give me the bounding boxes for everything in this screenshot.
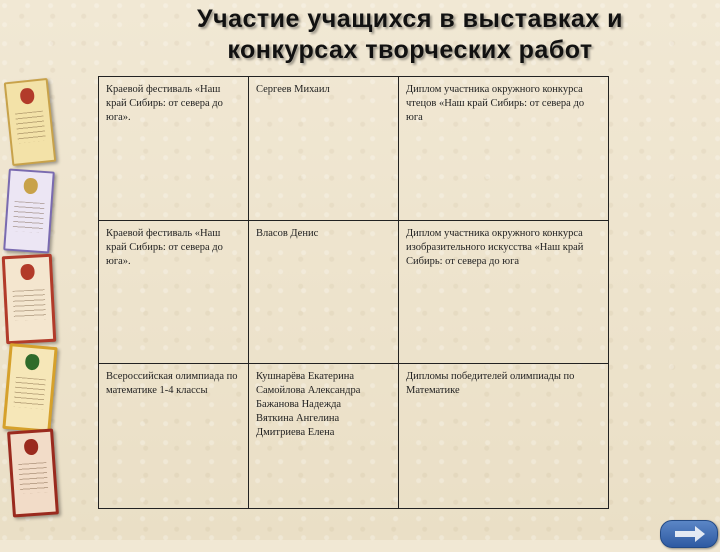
participant-name: Кушнарёва Екатерина — [256, 371, 354, 382]
result-cell: Дипломы победителей олимпиады по Математике — [399, 364, 609, 509]
certificate-icon — [7, 429, 59, 518]
title-line-1: Участие учащихся в выставках и — [197, 5, 623, 33]
certificate-icon — [4, 78, 57, 166]
participant-name: Бажанова Надежда — [256, 399, 342, 410]
result-cell: Диплом участника окружного конкурса изобразительного искусства «Наш край Сибирь: от севера до юга — [399, 221, 609, 364]
participants-cell — [249, 221, 399, 364]
certificate-icon — [2, 254, 57, 344]
participant-name: Дмитриева Елена — [256, 427, 335, 438]
certificate-icon — [3, 168, 55, 253]
page-title — [110, 4, 710, 66]
title-line-2: конкурсах творческих работ — [227, 36, 593, 64]
certificates-strip — [0, 70, 62, 540]
event-cell: Всероссийская олимпиада по математике 1-4 классы — [99, 364, 249, 509]
table-row — [99, 221, 609, 364]
participants-cell — [249, 364, 399, 509]
next-arrow-icon — [661, 521, 717, 547]
event-cell: Краевой фестиваль «Наш край Сибирь: от севера до юга». — [99, 221, 249, 364]
event-cell: Краевой фестиваль «Наш край Сибирь: от севера до юга». — [99, 77, 249, 221]
participant-name: Вяткина Ангелина — [256, 413, 340, 424]
participant-name: Самойлова Александра — [256, 385, 361, 396]
certificate-icon — [2, 343, 57, 433]
participant-name: Власов Денис — [256, 228, 319, 239]
table-row — [99, 364, 609, 509]
participant-name: Сергеев Михаил — [256, 84, 330, 95]
table-row — [99, 77, 609, 221]
participants-cell — [249, 77, 399, 221]
result-cell: Диплом участника окружного конкурса чтецов «Наш край Сибирь: от севера до юга — [399, 77, 609, 221]
awards-table — [98, 76, 609, 509]
next-slide-button[interactable] — [660, 520, 718, 548]
